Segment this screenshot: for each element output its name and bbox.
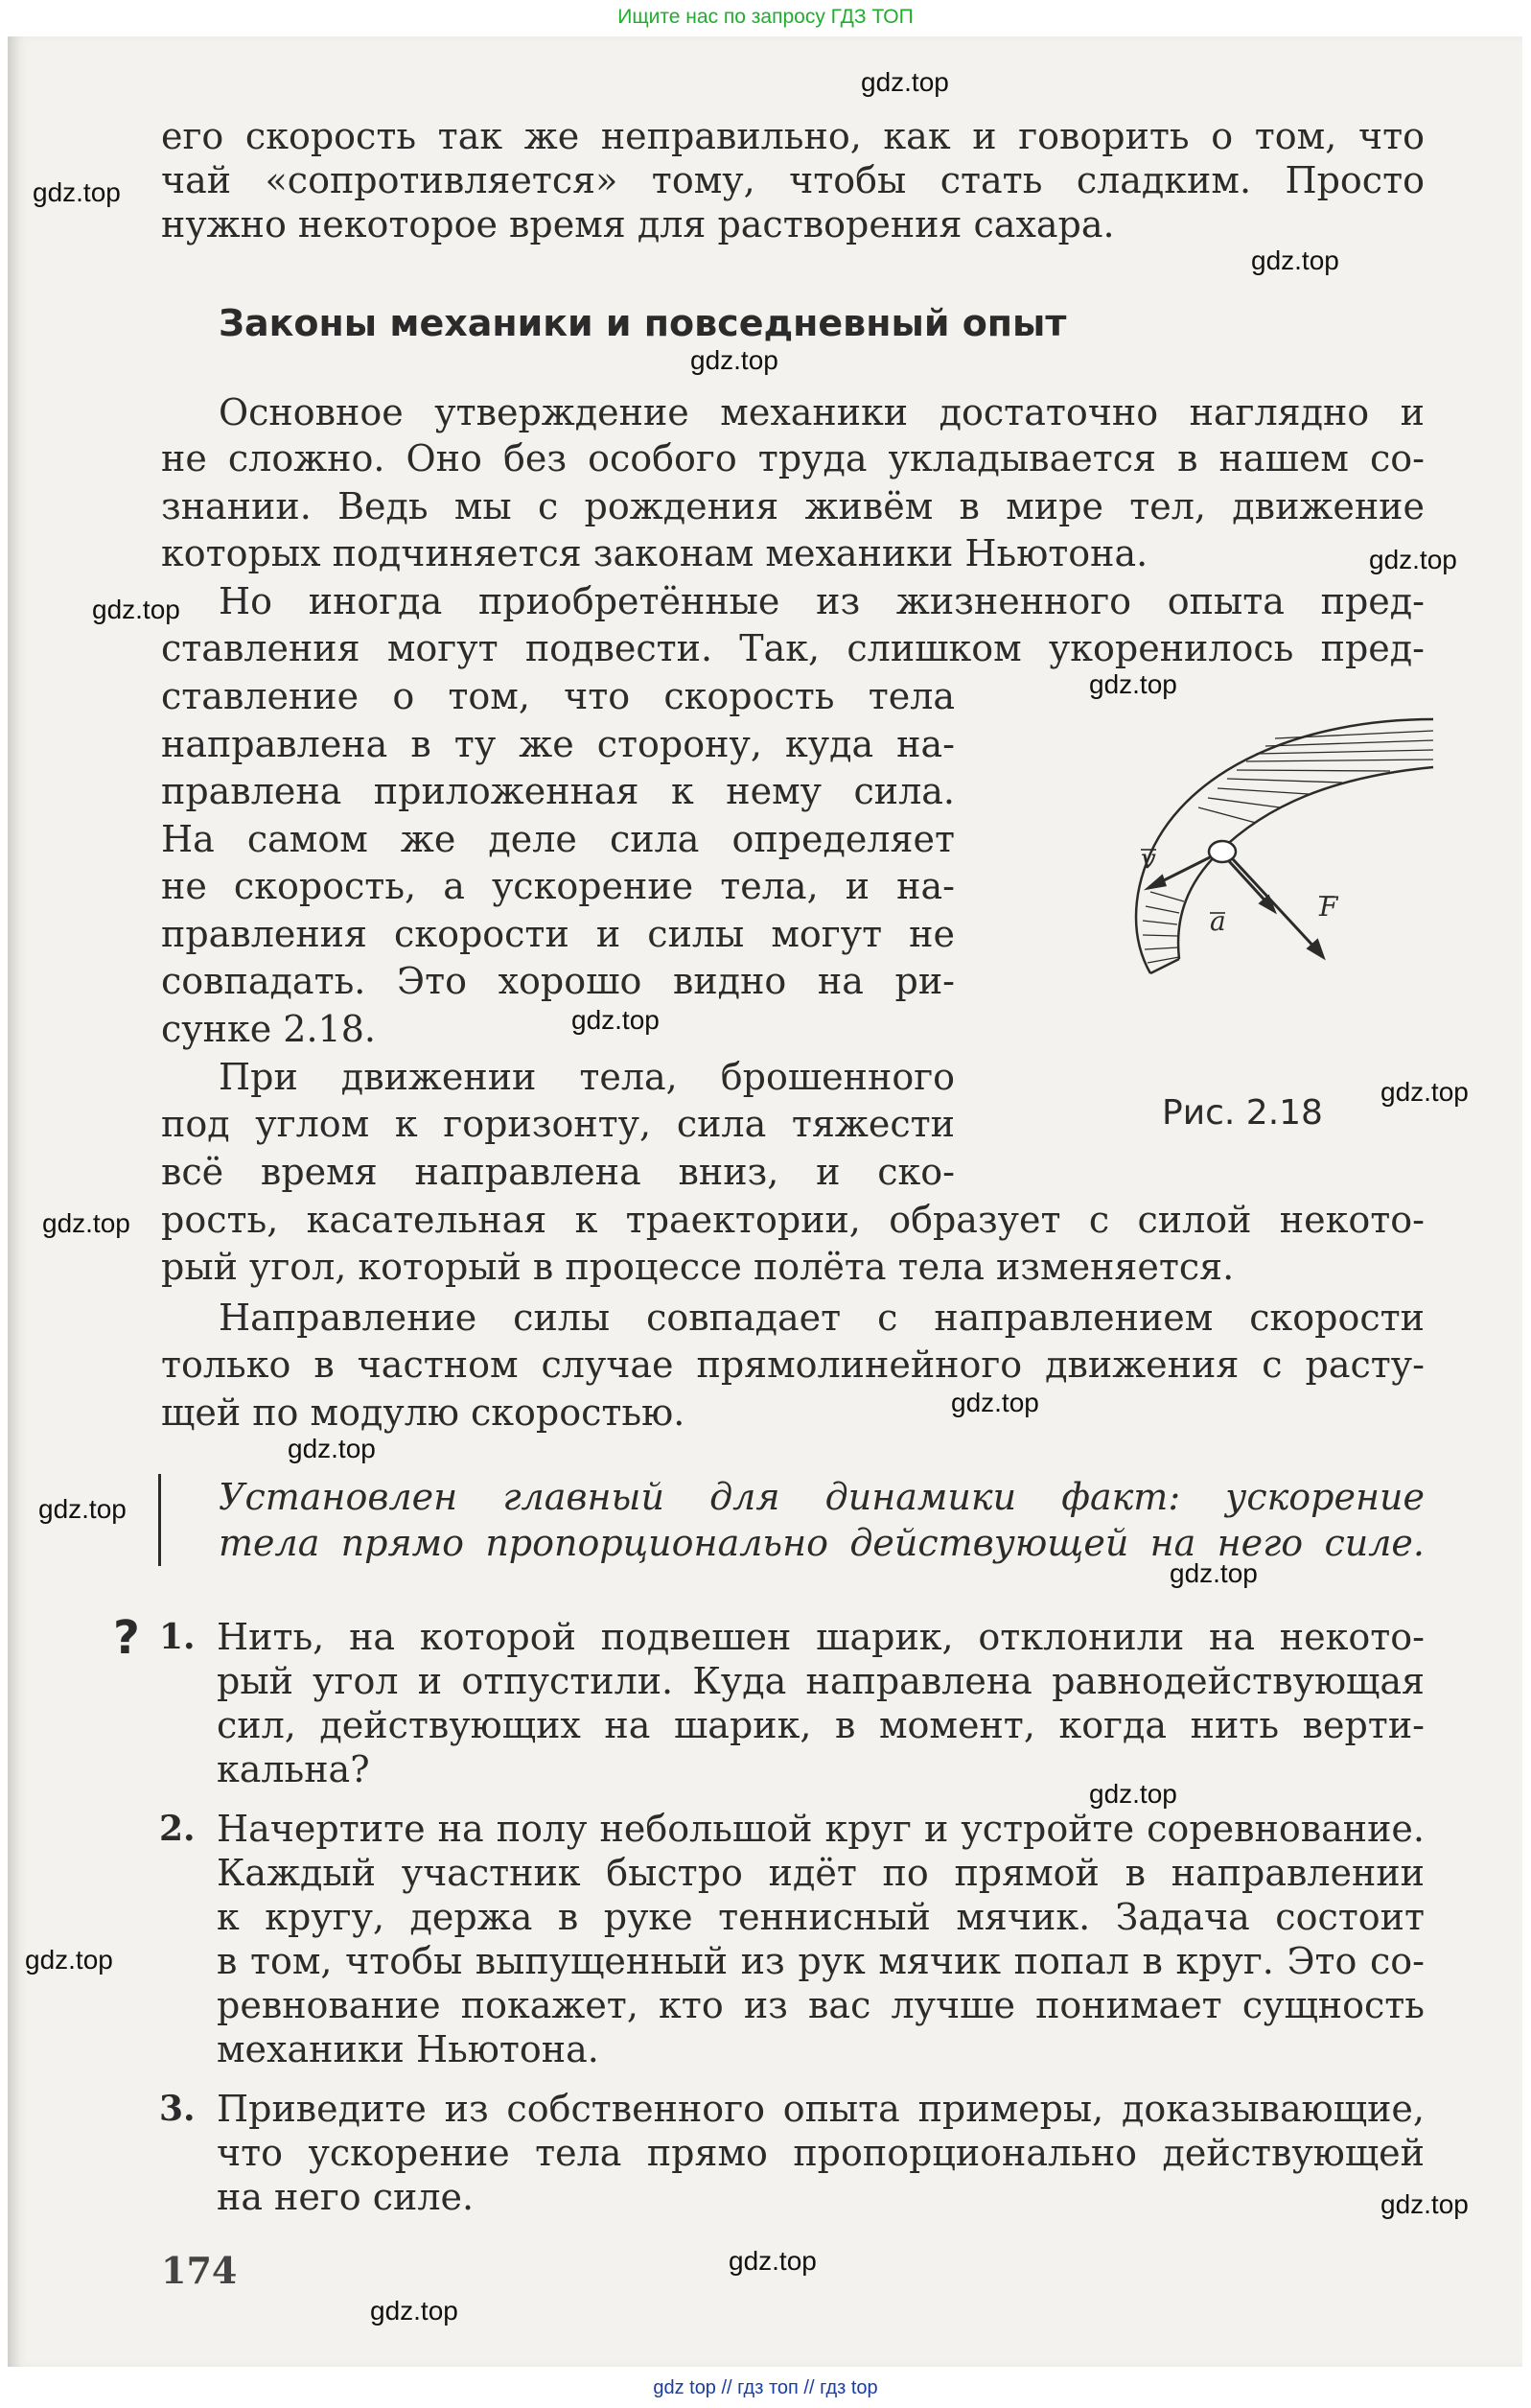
question-number: 2. <box>159 1809 196 1849</box>
top-banner[interactable]: Ищите нас по запросу ГДЗ ТОП <box>617 6 914 28</box>
watermark: gdz.top <box>1089 1779 1177 1809</box>
watermark: gdz.top <box>861 67 949 97</box>
figure-caption: Рис. 2.18 <box>1162 1093 1323 1133</box>
question-line: кальна? <box>217 1748 370 1790</box>
text-line: только в частном случае прямолинейного движения с расту- <box>161 1344 1425 1386</box>
text-line: не скорость, а ускорение тела, и на- <box>161 865 955 907</box>
text-line: ставление о том, что скорость тела <box>161 675 955 717</box>
question-number: 3. <box>159 2089 196 2129</box>
watermark: gdz.top <box>571 1005 660 1035</box>
question-line: на него силе. <box>217 2176 475 2218</box>
question-line: сил, действующих на шарик, в момент, когда нить верти- <box>217 1704 1425 1746</box>
text-line: которых подчиняется законам механики Ньютона. <box>161 532 1148 574</box>
conclusion-line: тела прямо пропорционально действующей на него силе. <box>219 1522 1425 1564</box>
text-line: рость, касательная к траектории, образует с силой некото- <box>161 1199 1425 1241</box>
ball <box>1209 841 1236 862</box>
text-line: его скорость так же неправильно, как и говорить о том, что <box>161 115 1425 157</box>
text-line: всё время направлена вниз, и ско- <box>161 1151 955 1193</box>
text-line: На самом же деле сила определяет <box>161 818 955 860</box>
conclusion-line: Установлен главный для динамики факт: ускорение <box>219 1476 1425 1518</box>
watermark: gdz.top <box>42 1208 130 1238</box>
text-line: нужно некоторое время для растворения сахара. <box>161 203 1115 245</box>
watermark: gdz.top <box>729 2246 817 2276</box>
force-arrow <box>1233 859 1318 951</box>
watermark: gdz.top <box>1369 545 1457 574</box>
page-number: 174 <box>161 2249 238 2292</box>
watermark: gdz.top <box>1380 2189 1469 2219</box>
watermark: gdz.top <box>1251 245 1339 275</box>
watermark: gdz.top <box>33 177 121 207</box>
watermark: gdz.top <box>951 1388 1039 1417</box>
text-line: правлена приложенная к нему сила. <box>161 770 955 812</box>
text-line: не сложно. Оно без особого труда укладывается в нашем со- <box>161 437 1425 479</box>
watermark: gdz.top <box>370 2296 458 2326</box>
text-line: знании. Ведь мы с рождения живём в мире тел, движение <box>161 485 1425 527</box>
question-icon: ? <box>113 1611 140 1665</box>
question-number: 1. <box>159 1617 196 1657</box>
figure-2-18 <box>1074 700 1438 988</box>
watermark: gdz.top <box>25 1945 113 1975</box>
question-line: ревнование покажет, кто из вас лучше понимает сущность <box>217 1984 1425 2026</box>
section-heading: Законы механики и повседневный опыт <box>219 302 1067 344</box>
question-line: что ускорение тела прямо пропорционально действующей <box>217 2132 1425 2174</box>
question-line: к кругу, держа в руке теннисный мячик. Задача состоит <box>217 1896 1425 1938</box>
label-a: a <box>1210 905 1226 937</box>
question-line: Приведите из собственного опыта примеры, доказывающие, <box>217 2088 1425 2130</box>
text-line: совпадать. Это хорошо видно на ри- <box>161 960 955 1002</box>
bottom-banner[interactable]: gdz top // гдз топ // гдз top <box>653 2377 878 2398</box>
watermark: gdz.top <box>1380 1077 1469 1107</box>
question-line: Нить, на которой подвешен шарик, отклонили на некото- <box>217 1616 1425 1658</box>
text-line: правления скорости и силы могут не <box>161 913 955 955</box>
text-line: рый угол, который в процессе полёта тела изменяется. <box>161 1246 1235 1288</box>
question-line: Каждый участник быстро идёт по прямой в направлении <box>217 1852 1425 1894</box>
watermark: gdz.top <box>38 1494 127 1524</box>
text-line: направлена в ту же сторону, куда на- <box>161 723 955 765</box>
text-line: При движении тела, брошенного <box>219 1056 955 1098</box>
quote-bar <box>158 1474 161 1566</box>
watermark: gdz.top <box>92 595 180 624</box>
text-line: Основное утверждение механики достаточно наглядно и <box>219 391 1425 433</box>
question-line: рый угол и отпустили. Куда направлена равнодействующая <box>217 1660 1425 1702</box>
text-line: щей по модулю скоростью. <box>161 1391 685 1434</box>
text-line: Но иногда приобретённые из жизненного опыта пред- <box>219 580 1425 622</box>
trajectory-outer <box>1136 719 1433 973</box>
text-line: чай «сопротивляется» тому, чтобы стать сладким. Просто <box>161 159 1425 201</box>
question-line: механики Ньютона. <box>217 2028 599 2070</box>
text-line: под углом к горизонту, сила тяжести <box>161 1103 955 1145</box>
label-f: F <box>1319 891 1338 923</box>
watermark: gdz.top <box>1089 669 1177 699</box>
text-line: сунке 2.18. <box>161 1008 376 1050</box>
watermark: gdz.top <box>1170 1558 1258 1588</box>
text-line: ставления могут подвести. Так, слишком укоренилось пред- <box>161 627 1425 669</box>
watermark: gdz.top <box>288 1434 376 1463</box>
text-line: Направление силы совпадает с направлением скорости <box>219 1297 1425 1339</box>
label-v: v <box>1141 843 1156 875</box>
question-line: Начертите на полу небольшой круг и устройте соревнование. <box>217 1808 1425 1850</box>
question-line: в том, чтобы выпущенный из рук мячик попал в круг. Это со- <box>217 1940 1425 1982</box>
watermark: gdz.top <box>690 345 778 375</box>
